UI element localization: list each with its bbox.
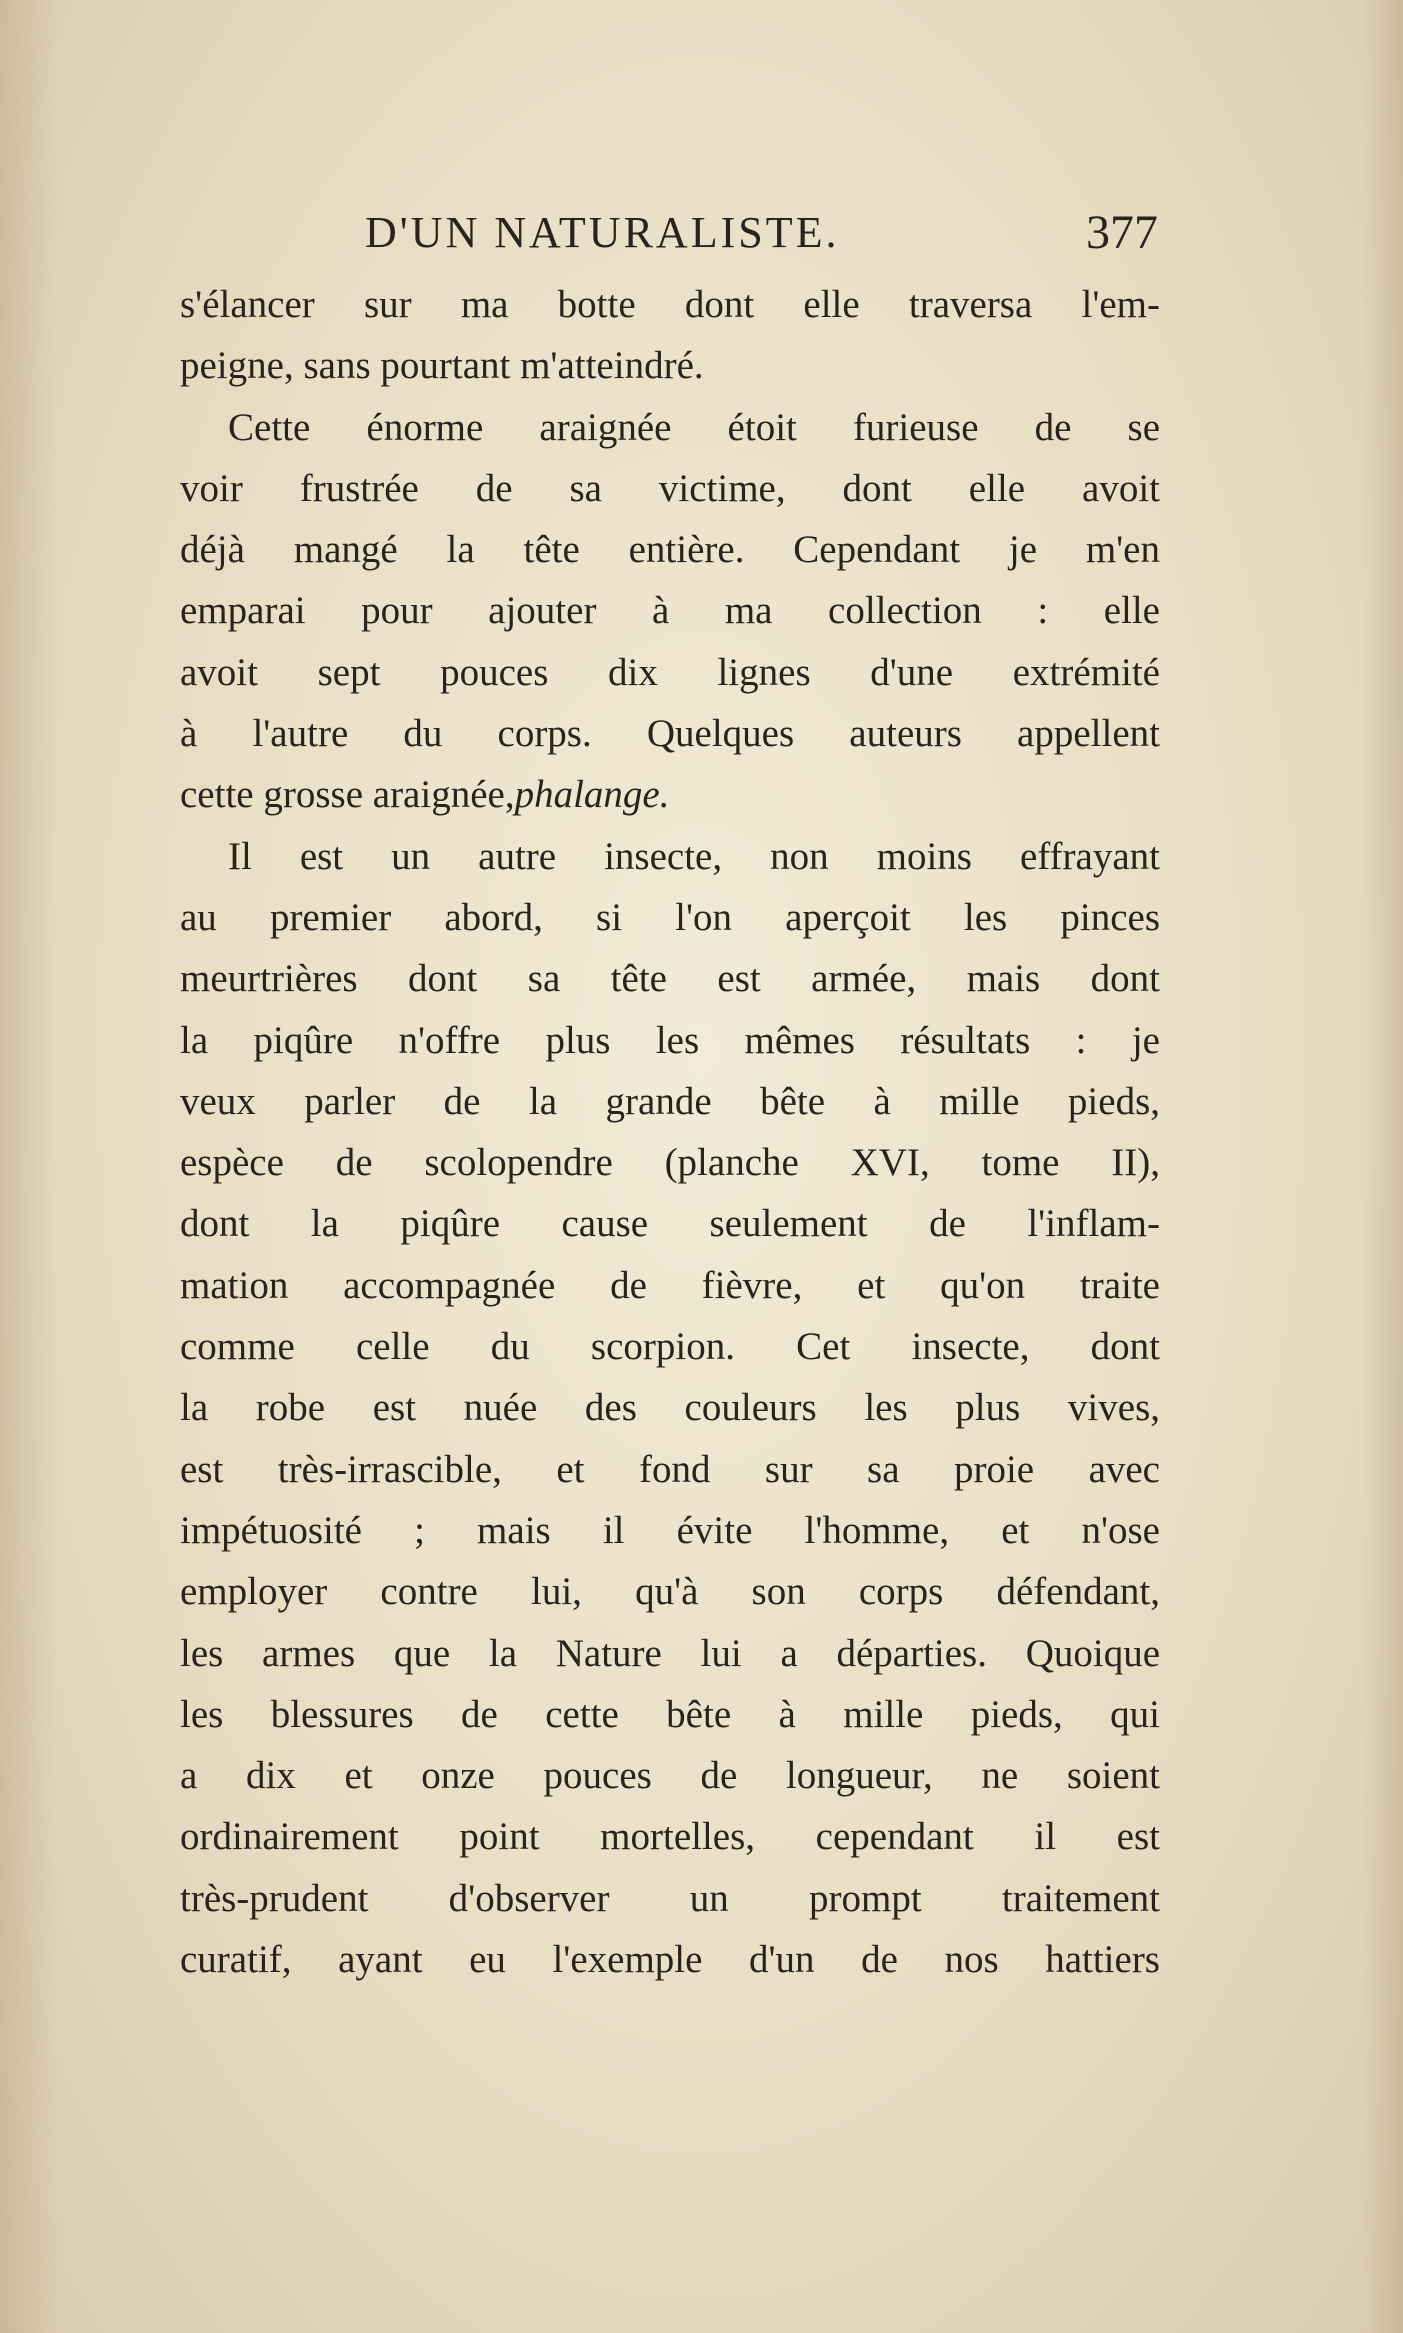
text-line: la robe est nuée des couleurs les plus vives, <box>180 1386 1160 1430</box>
text-line: ordinairement point mortelles, cependant il est <box>180 1815 1160 1859</box>
running-title: D'UN NATURALISTE. <box>365 208 840 257</box>
text-line: dont la piqûre cause seulement de l'inflam- <box>180 1202 1160 1246</box>
text-line: déjà mangé la tête entière. Cependant je m'en <box>180 528 1160 572</box>
page-number: 377 <box>1086 206 1158 259</box>
text-line: peigne, sans pourtant m'atteindré. <box>180 344 704 388</box>
text-line: curatif, ayant eu l'exemple d'un de nos hattiers <box>180 1938 1160 1982</box>
text-line: est très-irrascible, et fond sur sa proie avec <box>180 1447 1160 1491</box>
italic-term: phalange. <box>514 773 670 817</box>
text-line: comme celle du scorpion. Cet insecte, dont <box>180 1325 1160 1369</box>
text-line: veux parler de la grande bête à mille pieds, <box>180 1079 1160 1123</box>
text-line: espèce de scolopendre (planche XVI, tome II), <box>180 1141 1160 1185</box>
text-line-with-italic <box>180 764 1160 825</box>
text-line: la piqûre n'offre plus les mêmes résultats : je <box>180 1018 1160 1062</box>
text-line: s'élancer sur ma botte dont elle traversa l'em- <box>180 283 1160 326</box>
text-line: avoit sept pouces dix lignes d'une extrémité <box>180 650 1160 694</box>
text-line: mation accompagnée de fièvre, et qu'on traite <box>180 1263 1160 1307</box>
text-line: très-prudent d'observer un prompt traitement <box>180 1876 1160 1920</box>
text-line: voir frustrée de sa victime, dont elle avoit <box>180 466 1160 510</box>
text-line: Il est un autre insecte, non moins effrayant <box>228 834 1160 878</box>
text-line: au premier abord, si l'on aperçoit les pinces <box>180 895 1160 939</box>
text-line: impétuosité ; mais il évite l'homme, et n'ose <box>180 1508 1160 1552</box>
text-line: meurtrières dont sa tête est armée, mais dont <box>180 957 1160 1001</box>
text-line: à l'autre du corps. Quelques auteurs appellent <box>180 712 1160 756</box>
text-line: employer contre lui, qu'à son corps défendant, <box>180 1570 1160 1614</box>
text-line: a dix et onze pouces de longueur, ne soient <box>180 1754 1160 1798</box>
page-header <box>180 198 1160 268</box>
text-line: Cette énorme araignée étoit furieuse de se <box>228 405 1160 449</box>
body-text <box>180 274 1160 1990</box>
text-line: les blessures de cette bête à mille pieds, qui <box>180 1692 1160 1736</box>
text-line: les armes que la Nature lui a départies. Quoique <box>180 1631 1160 1675</box>
text-line-start: cette grosse araignée, <box>180 773 515 817</box>
text-line: emparai pour ajouter à ma collection : elle <box>180 589 1160 633</box>
